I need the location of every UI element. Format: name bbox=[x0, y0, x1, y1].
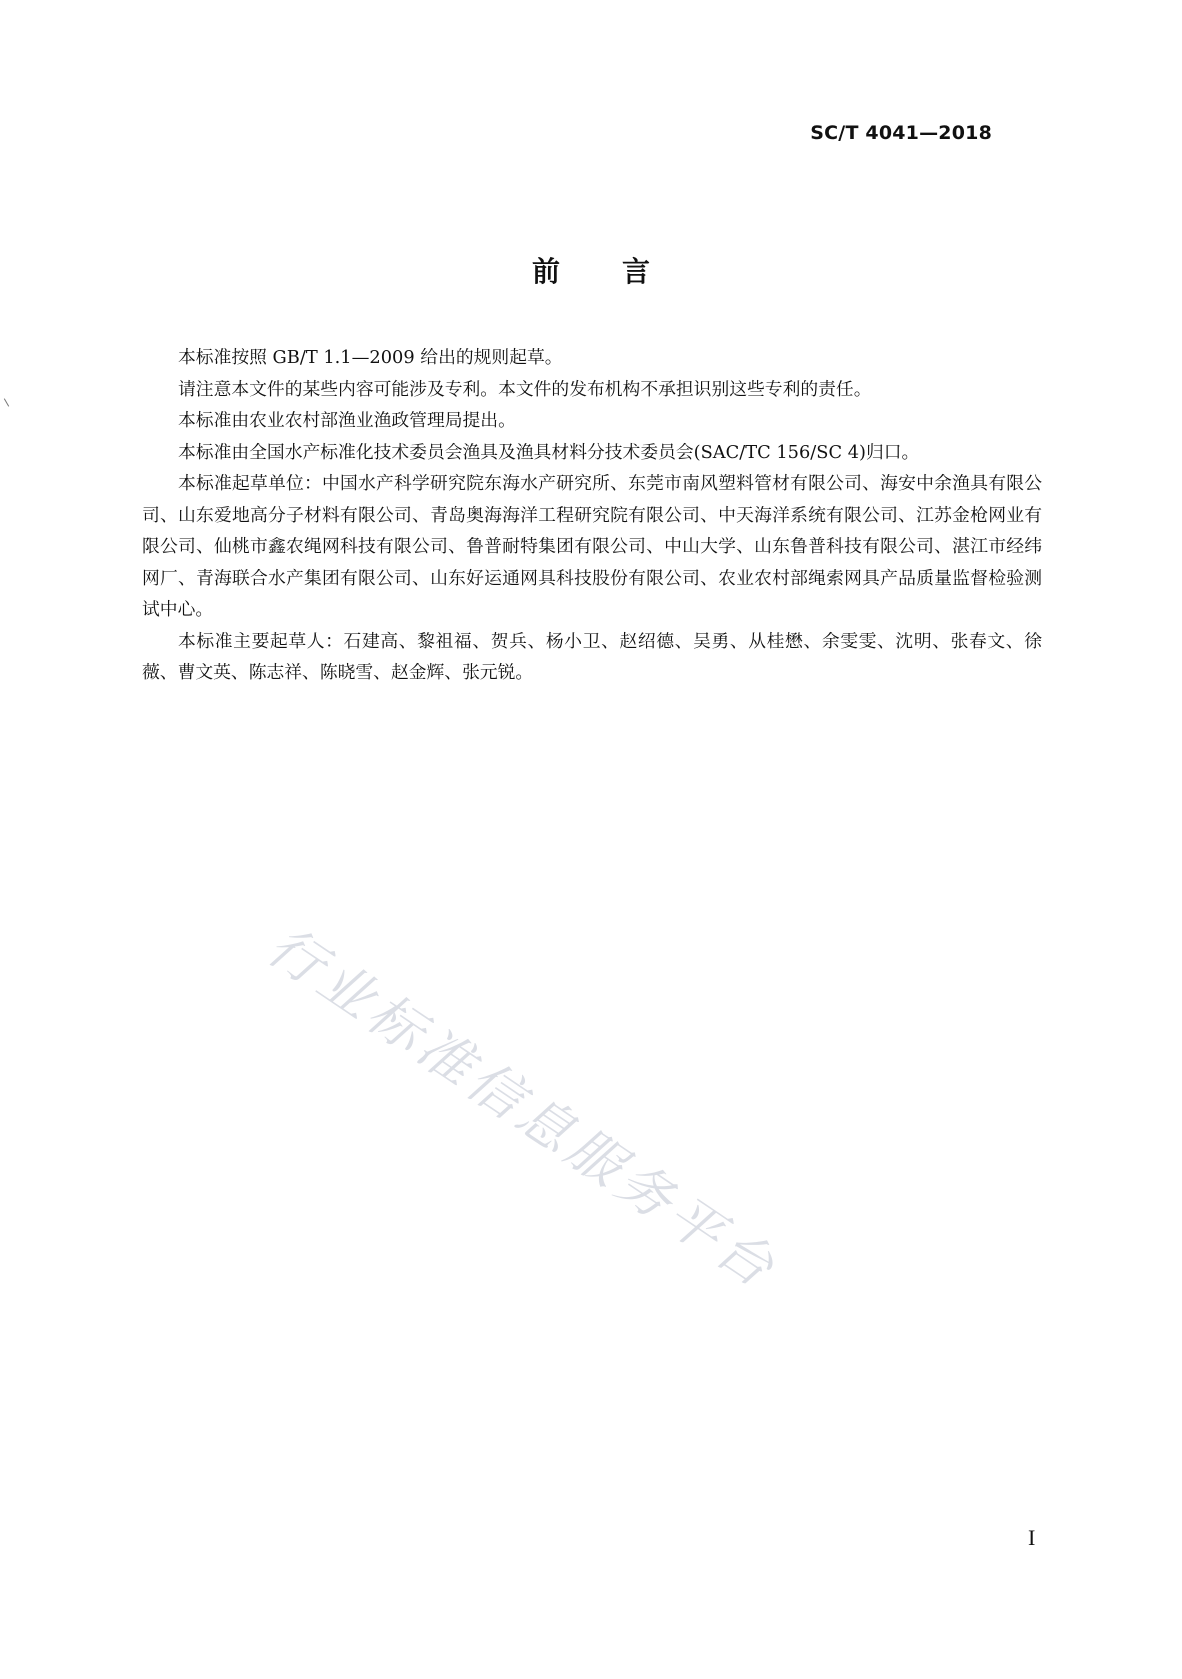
document-code: SC/T 4041—2018 bbox=[810, 122, 992, 144]
paragraph-patent-notice: 请注意本文件的某些内容可能涉及专利。本文件的发布机构不承担识别这些专利的责任。 bbox=[178, 378, 872, 400]
scan-artifact-mark bbox=[4, 398, 9, 406]
paragraph-drafting-rules: 本标准按照 GB/T 1.1—2009 给出的规则起草。 bbox=[178, 347, 563, 368]
foreword-body bbox=[142, 342, 1042, 689]
page-number: I bbox=[1028, 1525, 1036, 1550]
page-title bbox=[0, 250, 1182, 290]
page-title-char-2: 言 bbox=[622, 255, 651, 288]
paragraph-drafting-units: 本标准起草单位：中国水产科学研究院东海水产研究所、东莞市南风塑料管材有限公司、海安中余渔具有限公司、山东爱地高分子材料有限公司、青岛奥海海洋工程研究院有限公司、中天海洋系统有限公司、江苏金枪网业有限公司、仙桃市鑫农绳网科技有限公司、鲁普耐特集团有限公司、中山大学、山东鲁普科技有限公司、湛江市经纬网厂、青海联合水产集团有限公司、山东好运通网具科技股份有限公司、农业农村部绳索网具产品质量监督检验测试中心。 bbox=[142, 473, 1042, 620]
paragraph-proposer: 本标准由农业农村部渔业渔政管理局提出。 bbox=[178, 410, 516, 431]
paragraph-drafters: 本标准主要起草人：石建高、黎祖福、贺兵、杨小卫、赵绍德、吴勇、从桂懋、余雯雯、沈明、张春文、徐薇、曹文英、陈志祥、陈晓雪、赵金辉、张元锐。 bbox=[142, 630, 1042, 683]
page-title-char-1: 前 bbox=[531, 255, 560, 288]
watermark: 行业标准信息服务平台 bbox=[256, 914, 790, 1302]
paragraph-administration: 本标准由全国水产标准化技术委员会渔具及渔具材料分技术委员会(SAC/TC 156/SC 4)归口。 bbox=[178, 441, 920, 463]
